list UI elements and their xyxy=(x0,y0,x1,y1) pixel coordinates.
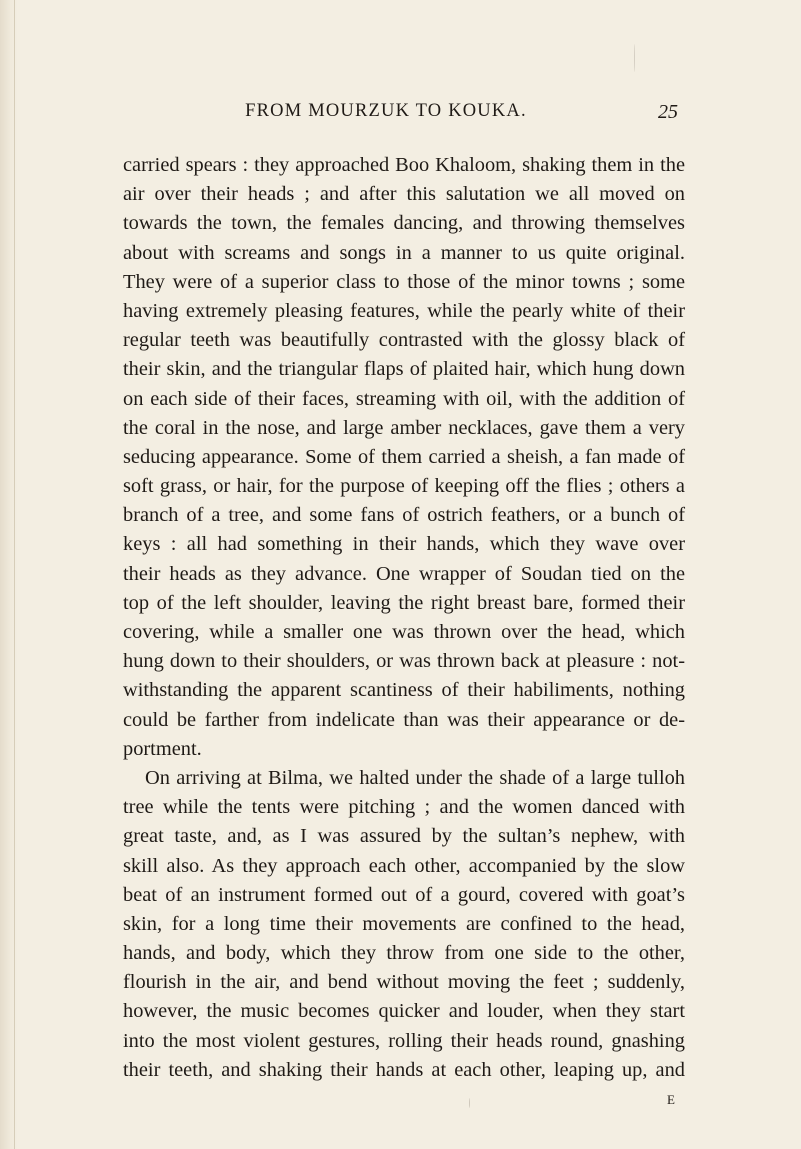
text-line: their skin, and the triangular flaps of plaited hair, which hung down xyxy=(123,358,685,381)
text-line: keys : all had something in their hands, which they wave over xyxy=(123,533,685,556)
page-number: 25 xyxy=(658,101,678,123)
text-line: on each side of their faces, streaming with oil, with the addition of xyxy=(123,387,685,410)
text-line: their heads as they advance. One wrapper of Soudan tied on the xyxy=(123,562,685,585)
text-line: tree while the tents were pitching ; and the women danced with xyxy=(123,796,685,819)
text-line: their teeth, and shaking their hands at each other, leaping up, and xyxy=(123,1058,685,1081)
text-line: top of the left shoulder, leaving the right breast bare, formed their xyxy=(123,591,685,614)
text-line: into the most violent gestures, rolling their heads round, gnashing xyxy=(123,1029,685,1052)
text-line: soft grass, or hair, for the purpose of keeping off the flies ; others a xyxy=(123,475,685,498)
page-gutter-line xyxy=(14,0,15,1149)
text-line: seducing appearance. Some of them carried a sheish, a fan made of xyxy=(123,445,685,468)
text-line: great taste, and, as I was assured by the sultan’s nephew, with xyxy=(123,825,685,848)
paper-speck xyxy=(634,44,635,72)
text-line: skill also. As they approach each other, accompanied by the slow xyxy=(123,854,685,877)
signature-mark: E xyxy=(667,1092,676,1107)
text-line: hands, and body, which they throw from one side to the other, xyxy=(123,942,685,965)
text-line: regular teeth was beautifully contrasted with the glossy black of xyxy=(123,329,685,352)
text-line: beat of an instrument formed out of a gourd, covered with goat’s xyxy=(123,883,685,906)
text-line: about with screams and songs in a manner to us quite original. xyxy=(123,241,685,264)
text-line: covering, while a smaller one was thrown over the head, which xyxy=(123,621,685,643)
text-line: They were of a superior class to those of the minor towns ; some xyxy=(123,270,685,293)
paper-speck xyxy=(469,1098,470,1108)
text-line: carried spears : they approached Boo Khaloom, shaking them in the xyxy=(123,154,685,176)
text-line: the coral in the nose, and large amber necklaces, gave them a very xyxy=(123,416,685,439)
running-title: FROM MOURZUK TO KOUKA. xyxy=(245,101,527,121)
text-line: branch of a tree, and some fans of ostrich feathers, or a bunch of xyxy=(123,504,685,527)
text-line: air over their heads ; and after this salutation we all moved on xyxy=(123,183,685,206)
text-line: however, the music becomes quicker and louder, when they start xyxy=(123,1000,685,1023)
text-line: withstanding the apparent scantiness of their habiliments, nothing xyxy=(123,679,685,702)
paragraph-start-line: On arriving at Bilma, we halted under the shade of a large tulloh xyxy=(145,766,685,789)
running-header xyxy=(0,101,801,131)
text-line: having extremely pleasing features, while the pearly white of their xyxy=(123,299,685,322)
page-gutter-shadow xyxy=(0,0,18,1149)
text-line: flourish in the air, and bend without moving the feet ; suddenly, xyxy=(123,971,685,994)
body-text xyxy=(123,151,685,1085)
text-line: towards the town, the females dancing, and throwing themselves xyxy=(123,212,685,235)
text-line: hung down to their shoulders, or was thrown back at pleasure : not- xyxy=(123,650,685,673)
text-line: skin, for a long time their movements are confined to the head, xyxy=(123,912,685,935)
paragraph-end-line: portment. xyxy=(123,737,202,760)
text-line: could be farther from indelicate than was their appearance or de- xyxy=(123,708,685,731)
